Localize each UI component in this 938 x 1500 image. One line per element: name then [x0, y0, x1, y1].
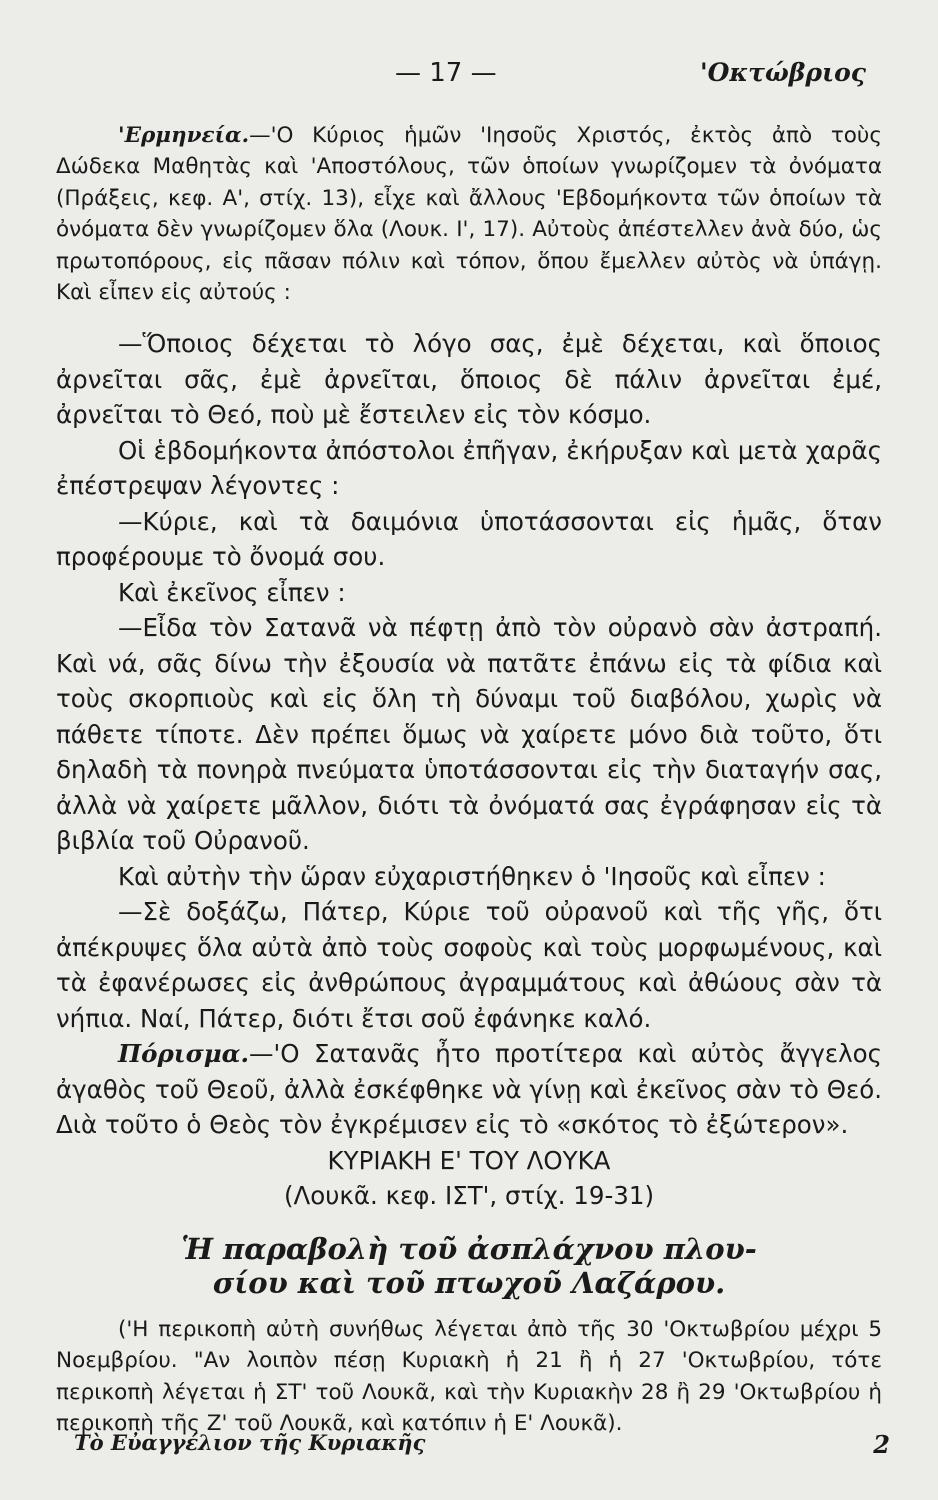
- footer-signature-number: 2: [873, 1430, 890, 1459]
- note-paragraph: ('Η περικοπὴ αὐτὴ συνήθως λέγεται ἀπὸ τῆς 30 'Οκτωβρίου μέχρι 5 Νοεμβρίου. "Αν λοιπὸν πέσῃ Κυριακὴ ἡ 21 ἢ ἡ 27 'Οκτωβρίου, τότε περικοπὴ λέγεται ἡ ΣΤ' τοῦ Λουκᾶ, καὶ τὴν Κυριακὴν 28 ἢ 29 'Οκτωβρίου ἡ περικοπὴ τῆς Ζ' τοῦ Λουκᾶ, καὶ κατόπιν ἡ Ε' Λουκᾶ).: [56, 1316, 882, 1437]
- section-heading: [56, 1232, 882, 1300]
- footer-book-title: Τὸ Εὐαγγέλιον τῆς Κυριακῆς: [74, 1430, 426, 1455]
- page-number: — 17 —: [395, 58, 497, 88]
- body-paragraph: Καὶ ἐκεῖνος εἶπεν :: [118, 577, 346, 607]
- body-paragraph: —Κύριε, καὶ τὰ δαιμόνια ὑποτάσσονται εἰς ἡμᾶς, ὅταν προφέρουμε τὸ ὄνομά σου.: [56, 506, 882, 572]
- section-title: ΚΥΡΙΑΚΗ Ε' ΤΟΥ ΛΟΥΚΑ: [327, 1145, 611, 1175]
- interpretation-paragraph: [56, 120, 882, 308]
- running-title-month: 'Οκτώβριος: [699, 58, 866, 87]
- body-paragraph: Οἱ ἑβδομήκοντα ἀπόστολοι ἐπῆγαν, ἐκήρυξαν καὶ μετὰ χαρᾶς ἐπέστρεψαν λέγοντες :: [56, 435, 882, 501]
- section-reference: (Λουκᾶ. κεφ. ΙΣΤ', στίχ. 19-31): [283, 1181, 655, 1211]
- section-heading-line: σίου καὶ τοῦ πτωχοῦ Λαζάρου.: [212, 1265, 726, 1300]
- corollary-label: Πόρισμα.: [118, 1039, 250, 1069]
- page-footer: [56, 1430, 890, 1464]
- interpretation-label: 'Ερμηνεία.: [118, 123, 250, 148]
- body-paragraph: Καὶ αὐτὴν τὴν ὥραν εὐχαριστήθηκεν ὁ 'Ιησοῦς καὶ εἶπεν :: [118, 861, 826, 891]
- interpretation-text: —'Ο Κύριος ἡμῶν 'Ιησοῦς Χριστός, ἐκτὸς ἀπὸ τοὺς Δώδεκα Μαθητὰς καὶ 'Αποστόλους, τῶν ὁποίων γνωρίζομεν τὰ ὀνόματα (Πράξεις, κεφ. Α', στίχ. 13), εἶχε καὶ ἄλλους 'Εβδομήκοντα τῶν ὁποίων τὰ ὀνόματα δὲν γνωρίζομεν ὅλα (Λουκ. Ι', 17). Αὐτοὺς ἀπέστελλεν ἀνὰ δύο, ὡς πρωτοπόρους, εἰς πᾶσαν πόλιν καὶ τόπον, ὅπου ἔμελλεν αὐτὸς νὰ ὑπάγῃ. Καὶ εἶπεν εἰς αὐτούς :: [56, 123, 882, 306]
- page-header: [0, 58, 938, 98]
- corollary-text: —'Ο Σατανᾶς ἦτο προτίτερα καὶ αὐτὸς ἄγγελος ἀγαθὸς τοῦ Θεοῦ, ἀλλὰ ἐσκέφθηκε νὰ γίνῃ καὶ ἐκεῖνος σὰν τὸ Θεό. Διὰ τοῦτο ὁ Θεὸς τὸν ἐγκρέμισεν εἰς τὸ «σκότος τὸ ἐξώτερον».: [56, 1039, 882, 1140]
- body-paragraph: —Σὲ δοξάζω, Πάτερ, Κύριε τοῦ οὐρανοῦ καὶ τῆς γῆς, ὅτι ἀπέκρυψες ὅλα αὐτὰ ἀπὸ τοὺς σοφοὺς καὶ τοὺς μορφωμένους, καὶ τὰ ἐφανέρωσες εἰς ἀνθρώπους ἀγραμμάτους καὶ ἀθώους σὰν τὰ νήπια. Ναί, Πάτερ, διότι ἔτσι σοῦ ἐφάνηκε καλό.: [56, 897, 882, 1033]
- section-heading-line: Ἡ παραβολὴ τοῦ ἀσπλάχνου πλου-: [181, 1231, 757, 1266]
- corollary-paragraph: [56, 1036, 882, 1143]
- body-paragraph: —Εἶδα τὸν Σατανᾶ νὰ πέφτῃ ἀπὸ τὸν οὐρανὸ σὰν ἀστραπή. Καὶ νά, σᾶς δίνω τὴν ἐξουσία νὰ πατᾶτε ἐπάνω εἰς τὰ φίδια καὶ τοὺς σκορπιοὺς καὶ εἰς ὅλη τὴ δύναμι τοῦ διαβόλου, χωρὶς νὰ πάθετε τίποτε. Δὲν πρέπει ὅμως νὰ χαίρετε μόνο διὰ τοῦτο, ὅτι δηλαδὴ τὰ πονηρὰ πνεύματα ὑποτάσσονται εἰς τὴν διαταγήν σας, ἀλλὰ νὰ χαίρετε μᾶλλον, διότι τὰ ὀνόματά σας ἐγράφησαν εἰς τὰ βιβλία τοῦ Οὐρανοῦ.: [56, 613, 882, 856]
- body-paragraph: —Ὅποιος δέχεται τὸ λόγο σας, ἐμὲ δέχεται, καὶ ὅποιος ἀρνεῖται σᾶς, ἐμὲ ἀρνεῖται, ὅποιος δὲ πάλιν ἀρνεῖται ἐμέ, ἀρνεῖται τὸ Θεό, ποὺ μὲ ἔστειλεν εἰς τὸν κόσμο.: [56, 329, 882, 430]
- page-body: [56, 120, 882, 1440]
